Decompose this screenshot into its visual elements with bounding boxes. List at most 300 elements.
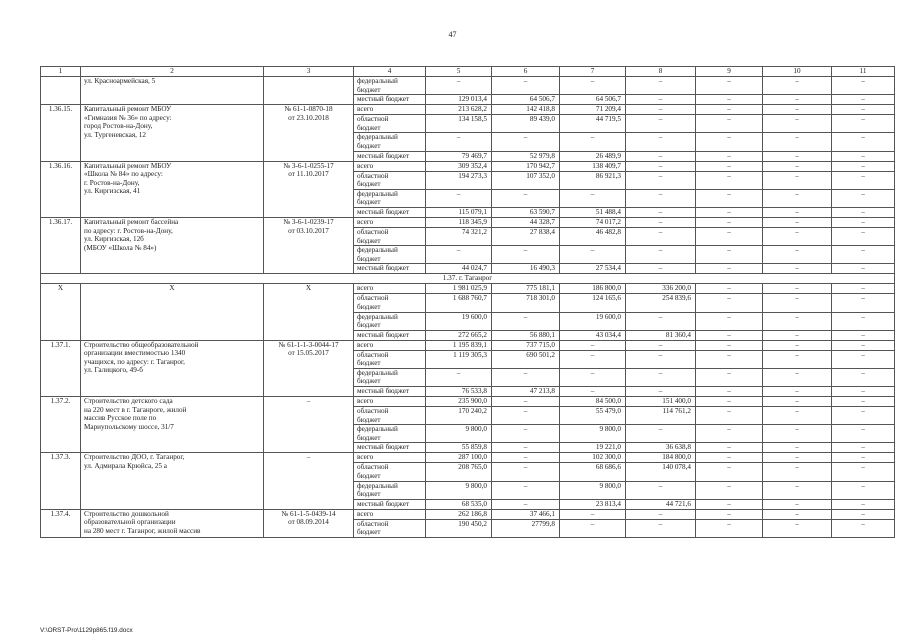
document-cell [264, 105, 354, 161]
value-cell: 44 328,7 [492, 217, 560, 227]
value-cell: – [763, 77, 832, 95]
value-cell: – [832, 227, 895, 245]
value-cell: 56 880,1 [492, 330, 560, 340]
item-name-line: ул. Галицкого, 49-б [84, 366, 143, 375]
value-cell: – [560, 77, 626, 95]
budget-type-cell [354, 95, 426, 105]
value-cell: – [763, 509, 832, 519]
value-cell: 107 352,0 [492, 171, 560, 189]
value-cell: – [763, 368, 832, 386]
budget-type-cell [354, 217, 426, 227]
document-line: от 08.09.2014 [288, 518, 329, 527]
table-row [41, 509, 895, 519]
budget-type: бюджет [357, 359, 381, 368]
budget-type: бюджет [357, 433, 381, 442]
value-cell: 63 590,7 [492, 207, 560, 217]
section-title: 1.37. г. Таганрог [41, 274, 895, 284]
budget-type: всего [357, 217, 374, 226]
document-line: от 15.05.2017 [288, 349, 329, 358]
item-number: 1.37.2. [50, 397, 71, 406]
value-cell: – [696, 217, 763, 227]
value-cell: – [763, 463, 832, 481]
value-cell: 737 715,0 [492, 340, 560, 350]
value-cell: – [492, 368, 560, 386]
table-row [41, 397, 895, 407]
item-name-line: Капитальный ремонт МБОУ [84, 105, 172, 114]
value-cell: – [626, 151, 696, 161]
value-cell: – [626, 350, 696, 368]
budget-type: всего [357, 105, 374, 114]
value-cell: – [696, 171, 763, 189]
value-cell: – [626, 105, 696, 115]
value-cell: 9 800,0 [426, 481, 492, 499]
item-name-cell [81, 77, 264, 105]
value-cell: – [492, 453, 560, 463]
value-cell: – [832, 207, 895, 217]
value-cell: – [560, 519, 626, 537]
budget-type-cell [354, 312, 426, 330]
budget-type: федеральный [357, 246, 398, 255]
value-cell: – [763, 284, 832, 294]
value-cell: 118 345,9 [426, 217, 492, 227]
item-name-line: по адресу: г. Ростов-на-Дону, [84, 226, 173, 235]
value-cell: 690 501,2 [492, 350, 560, 368]
budget-type: федеральный [357, 133, 398, 142]
budget-type: всего [357, 340, 374, 349]
value-cell: – [832, 499, 895, 509]
value-cell: 37 466,1 [492, 509, 560, 519]
value-cell: – [832, 425, 895, 443]
value-cell: – [696, 207, 763, 217]
budget-type: бюджет [357, 472, 381, 481]
value-cell: – [492, 189, 560, 207]
column-header: 3 [264, 67, 354, 77]
budget-type: бюджет [357, 254, 381, 263]
value-cell: – [426, 368, 492, 386]
value-cell: – [560, 246, 626, 264]
budget-type: федеральный [357, 312, 398, 321]
value-cell: – [763, 161, 832, 171]
value-cell: – [763, 519, 832, 537]
item-name-line: ул. Киргизская, 12б [84, 235, 144, 244]
budget-type: областной [357, 171, 389, 180]
value-cell: – [696, 340, 763, 350]
value-cell: – [832, 481, 895, 499]
value-cell: – [626, 481, 696, 499]
value-cell: 52 979,8 [492, 151, 560, 161]
item-name-line: Строительство дошкольной [84, 509, 169, 518]
document-cell [264, 453, 354, 509]
value-cell: 68 535,0 [426, 499, 492, 509]
value-cell: – [626, 425, 696, 443]
value-cell: – [832, 246, 895, 264]
item-name-cell [81, 284, 264, 340]
item-name-line: организации вместимостью 1340 [84, 349, 186, 358]
budget-type-cell [354, 105, 426, 115]
value-cell: 190 450,2 [426, 519, 492, 537]
budget-type: областной [357, 227, 389, 236]
budget-type: бюджет [357, 198, 381, 207]
value-cell: – [832, 105, 895, 115]
item-number: 1.36.17. [48, 217, 73, 226]
budget-type-cell [354, 264, 426, 274]
value-cell: – [832, 294, 895, 312]
value-cell: – [832, 284, 895, 294]
value-cell: – [832, 133, 895, 151]
value-cell: – [832, 95, 895, 105]
budget-type: бюджет [357, 415, 381, 424]
budget-type: местный бюджет [357, 499, 410, 508]
value-cell: – [696, 368, 763, 386]
document-line: № 61-1-5-0439-14 [281, 509, 336, 518]
value-cell: 1 688 760,7 [426, 294, 492, 312]
value-cell: – [763, 340, 832, 350]
item-name-line: образовательной организации [84, 518, 176, 527]
value-cell: – [426, 133, 492, 151]
value-cell: – [763, 171, 832, 189]
item-name-line: учащихся, по адресу: г. Таганрог, [84, 357, 185, 366]
item-name-cell [81, 161, 264, 217]
value-cell: – [626, 95, 696, 105]
value-cell: 272 665,2 [426, 330, 492, 340]
document-line: X [305, 284, 312, 293]
value-cell: – [832, 264, 895, 274]
value-cell: – [763, 387, 832, 397]
value-cell: – [492, 407, 560, 425]
value-cell: – [763, 294, 832, 312]
value-cell: 27 838,4 [492, 227, 560, 245]
value-cell: 68 686,6 [560, 463, 626, 481]
value-cell: – [763, 115, 832, 133]
table-row [41, 340, 895, 350]
value-cell: – [763, 264, 832, 274]
budget-type-cell [354, 227, 426, 245]
section-row [41, 274, 895, 284]
value-cell: – [696, 284, 763, 294]
value-cell: – [763, 407, 832, 425]
document-line: – [306, 397, 311, 406]
document-cell [264, 397, 354, 453]
budget-table [40, 66, 895, 538]
document-line: № 3-6-1-0255-17 [283, 161, 334, 170]
budget-type-cell [354, 499, 426, 509]
value-cell: 138 409,7 [560, 161, 626, 171]
item-name-line: X [169, 284, 175, 293]
table-row [41, 161, 895, 171]
item-name-cell [81, 340, 264, 396]
value-cell: – [696, 499, 763, 509]
value-cell: – [626, 133, 696, 151]
value-cell: 46 482,8 [560, 227, 626, 245]
budget-type-cell [354, 77, 426, 95]
item-name-line: ул. Адмирала Крюйса, 25 а [84, 462, 167, 471]
value-cell: – [832, 453, 895, 463]
item-name-line: ул. Киргизская, 41 [84, 187, 141, 196]
value-cell: – [626, 217, 696, 227]
value-cell: – [560, 189, 626, 207]
value-cell: – [832, 368, 895, 386]
document-line: от 03.10.2017 [288, 226, 329, 235]
value-cell: – [560, 340, 626, 350]
budget-type: местный бюджет [357, 330, 410, 339]
table-row [41, 453, 895, 463]
value-cell: – [696, 481, 763, 499]
value-cell: – [763, 425, 832, 443]
value-cell: 1 981 025,9 [426, 284, 492, 294]
value-cell: – [832, 463, 895, 481]
value-cell: – [763, 189, 832, 207]
document-line: № 61-1-0870-18 [284, 105, 333, 114]
value-cell: – [626, 171, 696, 189]
budget-type: бюджет [357, 236, 381, 245]
item-name-line: на 220 мест в г. Таганроге, жилой [84, 405, 187, 414]
value-cell: – [696, 161, 763, 171]
item-number-cell [41, 217, 81, 273]
value-cell: 102 300,0 [560, 453, 626, 463]
value-cell: – [832, 350, 895, 368]
budget-type-cell [354, 453, 426, 463]
budget-type: федеральный [357, 425, 398, 434]
table-row [41, 217, 895, 227]
item-number: X [57, 284, 64, 293]
budget-type-cell [354, 350, 426, 368]
value-cell: – [832, 509, 895, 519]
value-cell: – [696, 227, 763, 245]
value-cell: – [763, 397, 832, 407]
value-cell: 718 301,0 [492, 294, 560, 312]
value-cell: 44 024,7 [426, 264, 492, 274]
budget-type-cell [354, 463, 426, 481]
budget-type: бюджет [357, 85, 381, 94]
budget-type-cell [354, 161, 426, 171]
value-cell: – [696, 453, 763, 463]
value-cell: 9 800,0 [560, 481, 626, 499]
value-cell: – [763, 499, 832, 509]
value-cell: – [492, 397, 560, 407]
budget-type: областной [357, 115, 389, 124]
value-cell: – [832, 217, 895, 227]
value-cell: – [696, 330, 763, 340]
budget-type-cell [354, 387, 426, 397]
budget-type-cell [354, 330, 426, 340]
budget-type-cell [354, 425, 426, 443]
value-cell: – [763, 312, 832, 330]
value-cell: 140 078,4 [626, 463, 696, 481]
item-number: 1.36.15. [48, 105, 73, 114]
item-number-cell [41, 397, 81, 453]
value-cell: – [626, 312, 696, 330]
budget-type-cell [354, 481, 426, 499]
value-cell: 89 439,0 [492, 115, 560, 133]
value-cell: 170 240,2 [426, 407, 492, 425]
value-cell: – [832, 340, 895, 350]
item-name-line: «Гимназия № 36» по адресу: [84, 113, 172, 122]
budget-type: федеральный [357, 368, 398, 377]
value-cell: – [696, 312, 763, 330]
value-cell: 74 017,2 [560, 217, 626, 227]
value-cell: 9 800,0 [426, 425, 492, 443]
budget-type: областной [357, 294, 389, 303]
column-header: 8 [626, 67, 696, 77]
item-name-line: Мариупольскому шоссе, 31/7 [84, 422, 174, 431]
value-cell: – [492, 312, 560, 330]
document-line: – [306, 453, 311, 462]
value-cell: 43 034,4 [560, 330, 626, 340]
value-cell: – [763, 481, 832, 499]
value-cell: – [492, 481, 560, 499]
value-cell: 47 213,8 [492, 387, 560, 397]
value-cell: – [626, 115, 696, 133]
value-cell: – [696, 425, 763, 443]
value-cell: – [832, 161, 895, 171]
document-cell [264, 161, 354, 217]
budget-type: местный бюджет [357, 207, 410, 216]
column-header: 9 [696, 67, 763, 77]
value-cell: 51 488,4 [560, 207, 626, 217]
budget-type-cell [354, 207, 426, 217]
item-name-line: ул. Красноармейская, 5 [84, 77, 156, 85]
budget-type-cell [354, 519, 426, 537]
item-name-line: на 280 мест г. Таганрог, жилой массив [84, 527, 201, 535]
value-cell: – [832, 189, 895, 207]
budget-type: бюджет [357, 377, 381, 386]
item-name-cell [81, 217, 264, 273]
document-cell [264, 77, 354, 105]
table-row [41, 77, 895, 95]
budget-type-cell [354, 509, 426, 519]
value-cell: 134 158,5 [426, 115, 492, 133]
value-cell: – [626, 207, 696, 217]
item-number: 1.37.1. [50, 340, 71, 349]
value-cell: 19 600,0 [426, 312, 492, 330]
value-cell: – [560, 387, 626, 397]
budget-type: областной [357, 350, 389, 359]
value-cell: 262 186,8 [426, 509, 492, 519]
value-cell: 336 200,0 [626, 284, 696, 294]
value-cell: 309 352,4 [426, 161, 492, 171]
table-row [41, 105, 895, 115]
item-name-cell [81, 453, 264, 509]
item-name-line: город Ростов-на-Дону, [84, 122, 153, 131]
value-cell: – [492, 77, 560, 95]
value-cell: 129 013,4 [426, 95, 492, 105]
item-name-line: массив Русское поле по [84, 414, 157, 423]
value-cell: – [832, 115, 895, 133]
value-cell: – [832, 312, 895, 330]
value-cell: – [832, 387, 895, 397]
value-cell: 19 221,0 [560, 443, 626, 453]
value-cell: 124 165,6 [560, 294, 626, 312]
item-number: 1.37.4. [50, 509, 71, 518]
column-header: 10 [763, 67, 832, 77]
item-name-line: Капитальный ремонт МБОУ [84, 161, 172, 170]
value-cell: 71 209,4 [560, 105, 626, 115]
value-cell: – [626, 246, 696, 264]
value-cell: – [763, 133, 832, 151]
value-cell: 208 765,0 [426, 463, 492, 481]
value-cell: 55 859,8 [426, 443, 492, 453]
column-header: 4 [354, 67, 426, 77]
value-cell: – [696, 397, 763, 407]
value-cell: 55 479,0 [560, 407, 626, 425]
value-cell: – [696, 519, 763, 537]
value-cell: 64 506,7 [560, 95, 626, 105]
value-cell: – [492, 246, 560, 264]
budget-type: областной [357, 463, 389, 472]
item-number-cell [41, 284, 81, 340]
item-name-line: Строительство ДОО, г. Таганрог, [84, 453, 185, 462]
value-cell: – [696, 294, 763, 312]
value-cell: 44 719,5 [560, 115, 626, 133]
document-line: от 11.10.2017 [288, 170, 329, 179]
budget-type-cell [354, 294, 426, 312]
value-cell: – [626, 340, 696, 350]
value-cell: 23 813,4 [560, 499, 626, 509]
budget-type-cell [354, 443, 426, 453]
value-cell: 151 400,0 [626, 397, 696, 407]
value-cell: 76 533,8 [426, 387, 492, 397]
value-cell: – [626, 264, 696, 274]
item-number-cell [41, 77, 81, 105]
value-cell: 26 489,9 [560, 151, 626, 161]
budget-type-cell [354, 151, 426, 161]
value-cell: – [626, 387, 696, 397]
value-cell: – [832, 397, 895, 407]
value-cell: – [426, 246, 492, 264]
value-cell: 9 800,0 [560, 425, 626, 443]
value-cell: – [696, 77, 763, 95]
column-header: 1 [41, 67, 81, 77]
item-name-cell [81, 105, 264, 161]
column-header: 11 [832, 67, 895, 77]
budget-type: местный бюджет [357, 151, 410, 160]
value-cell: – [696, 95, 763, 105]
value-cell: – [696, 133, 763, 151]
value-cell: – [696, 246, 763, 264]
budget-type-cell [354, 189, 426, 207]
budget-type: местный бюджет [357, 95, 410, 104]
budget-type: областной [357, 407, 389, 416]
value-cell: – [763, 95, 832, 105]
item-name-line: г. Ростов-на-Дону, [84, 178, 140, 187]
budget-type: всего [357, 453, 374, 462]
value-cell: 64 506,7 [492, 95, 560, 105]
item-number-cell [41, 509, 81, 537]
budget-type: всего [357, 284, 374, 293]
value-cell: 86 921,3 [560, 171, 626, 189]
value-cell: 213 628,2 [426, 105, 492, 115]
column-header: 7 [560, 67, 626, 77]
budget-type: бюджет [357, 302, 381, 311]
budget-type-cell [354, 284, 426, 294]
budget-type-cell [354, 368, 426, 386]
budget-type: бюджет [357, 141, 381, 150]
budget-type: всего [357, 161, 374, 170]
value-cell: 1 195 839,1 [426, 340, 492, 350]
value-cell: – [763, 151, 832, 161]
value-cell: – [426, 77, 492, 95]
budget-type-cell [354, 115, 426, 133]
value-cell: – [763, 207, 832, 217]
value-cell: 81 360,4 [626, 330, 696, 340]
value-cell: 1 119 305,3 [426, 350, 492, 368]
value-cell: – [492, 425, 560, 443]
value-cell: 36 638,8 [626, 443, 696, 453]
budget-type: бюджет [357, 123, 381, 132]
value-cell: – [492, 463, 560, 481]
budget-type: местный бюджет [357, 264, 410, 273]
value-cell: – [832, 151, 895, 161]
